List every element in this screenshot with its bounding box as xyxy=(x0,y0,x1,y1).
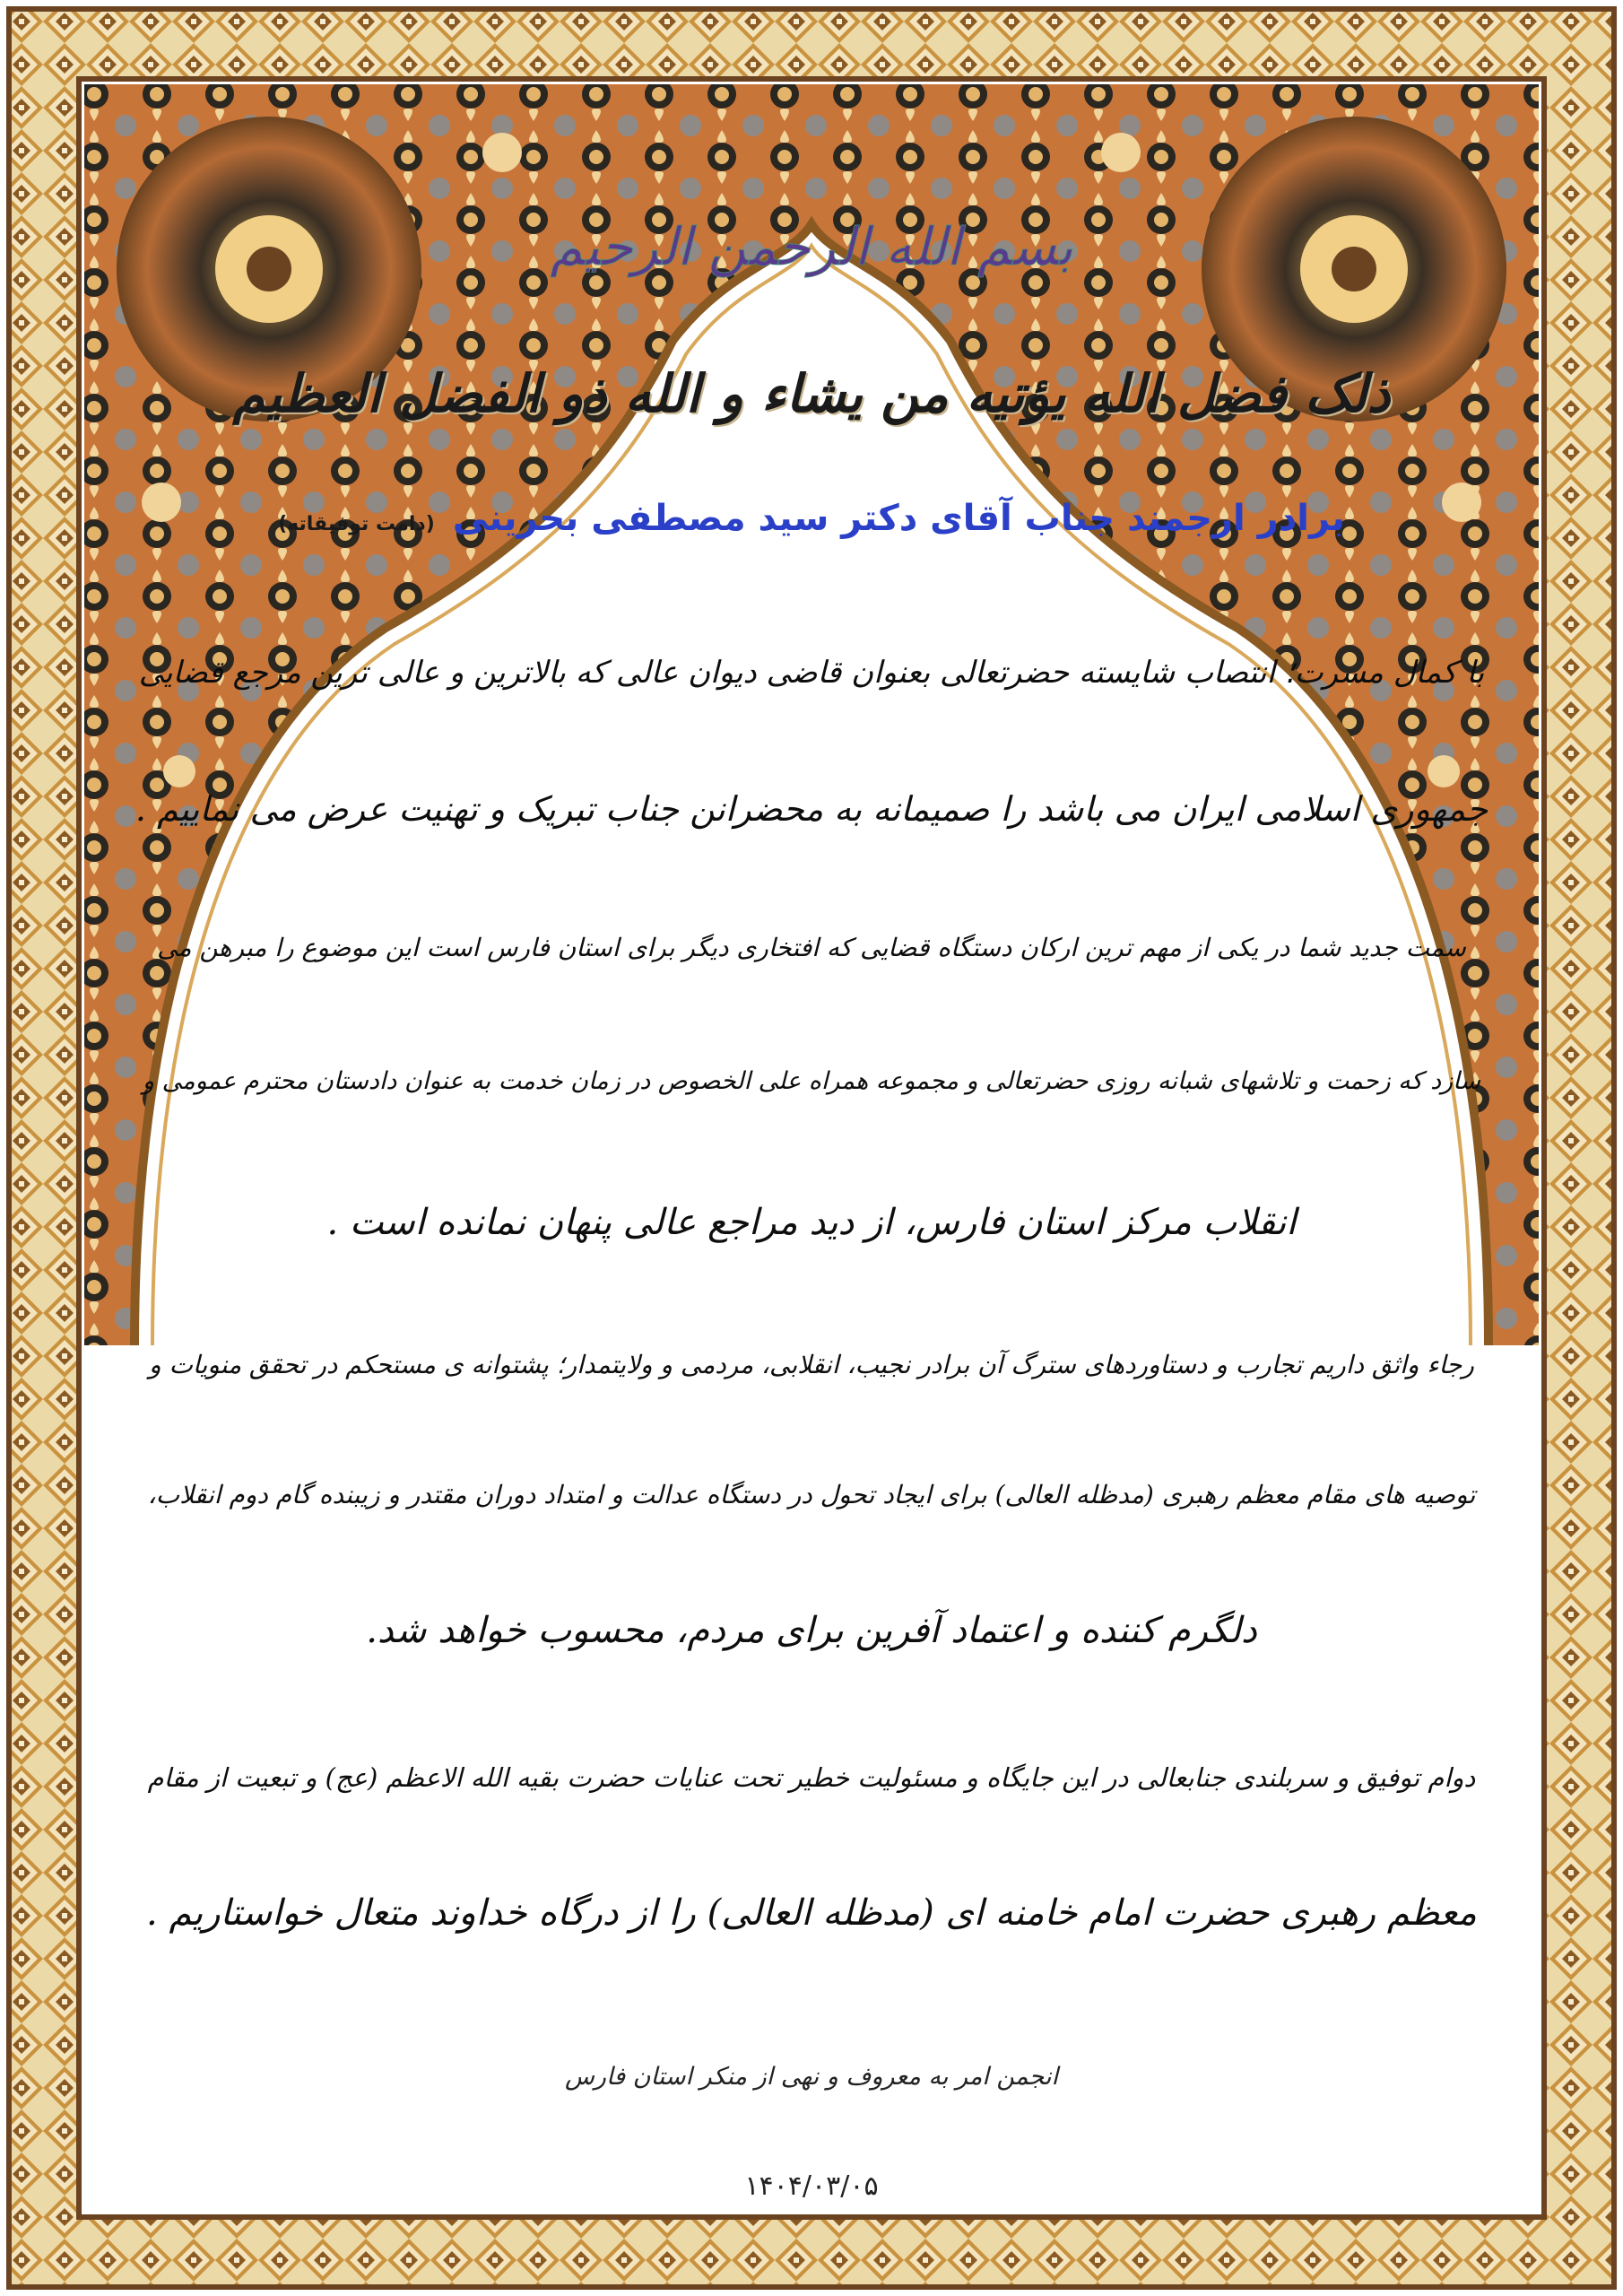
signature: انجمن امر به معروف و نهی از منکر استان فارس xyxy=(564,2063,1059,2091)
body-line: رجاء واثق داریم تجارب و دستاوردهای سترگ آن برادر نجیب، انقلابی، مردمی و ولایتمدار؛ پشتوانه ی مستحکم در تحقق منویات و xyxy=(149,1350,1474,1379)
body-line: سازد که زحمت و تلاشهای شبانه روزی حضرتعالی و مجموعه همراه علی الخصوص در زمان خدمت به عنوان دادستان محترم عمومی و xyxy=(142,1067,1480,1095)
body-line: انقلاب مرکز استان فارس، از دید مراجع عالی پنهان نمانده است . xyxy=(326,1202,1297,1243)
body-line: سمت جدید شما در یکی از مهم ترین ارکان دستگاه قضایی که افتخاری دیگر برای استان فارس است این موضوع را مبرهن می xyxy=(157,933,1466,962)
body-line: توصیه های مقام معظم رهبری (مدظله العالی) برای ایجاد تحول در دستگاه عدالت و امتداد دوران مقتدر و زیبنده گام دوم انقلاب، xyxy=(147,1480,1476,1509)
body-line: دوام توفیق و سربلندی جنابعالی در این جایگاه و مسئولیت خطیر تحت عنایات حضرت بقیه الله الاعظم (عج) و تبعیت از مقام xyxy=(147,1762,1476,1793)
body-line: جمهوری اسلامی ایران می باشد را صمیمانه به محضرانن جناب تبریک و تهنیت عرض می نماییم . xyxy=(135,789,1488,829)
quranic-verse: ذلک فضل الله یؤتیه من یشاء و الله ذو الفضل العظیم xyxy=(232,363,1391,424)
basmala-calligraphy xyxy=(0,179,1623,314)
body-line: دلگرم کننده و اعتماد آفرین برای مردم، محسوب خواهد شد. xyxy=(366,1610,1257,1651)
recipient-line xyxy=(0,498,1623,539)
body-line: معظم رهبری حضرت امام خامنه ای (مدظله العالی) را از درگاه خداوند متعال خواستاریم . xyxy=(146,1892,1477,1934)
date: ۱۴۰۴/۰۳/۰۵ xyxy=(744,2170,879,2202)
recipient-honorific: (دامت توفیقاته) xyxy=(278,513,435,535)
basmala-text: بسم الله الرحمن الرحیم xyxy=(550,216,1073,277)
body-line: با کمال مسرت؛ انتصاب شایسته حضرتعالی بعنوان قاضی دیوان عالی که بالاترین و عالی ترین مرجع قضایی xyxy=(138,655,1485,691)
recipient-name: برادر ارجمند جناب آقای دکتر سید مصطفی بحرینی xyxy=(452,498,1345,539)
